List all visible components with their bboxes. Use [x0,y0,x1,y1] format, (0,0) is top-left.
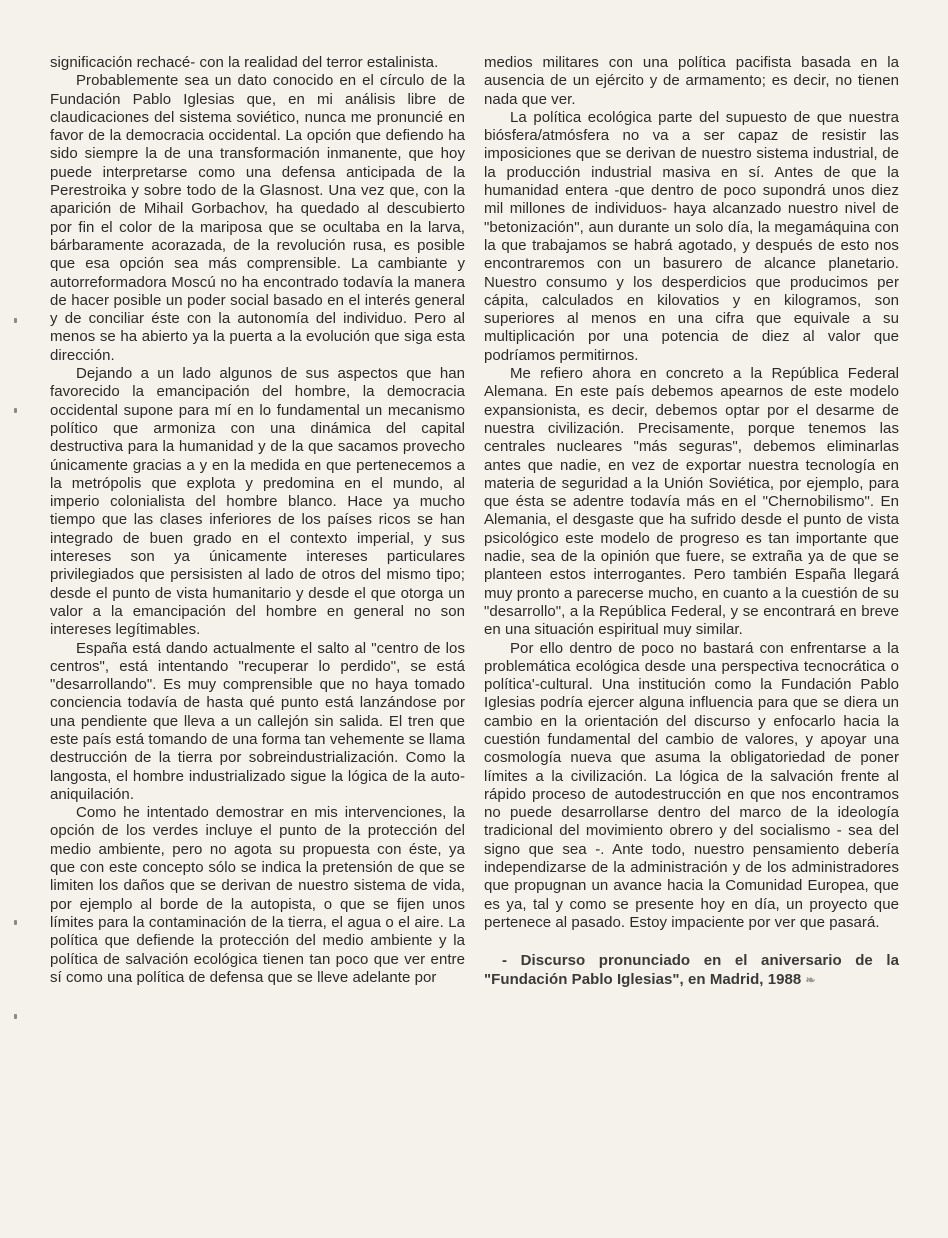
paragraph: medios militares con una política pacifista basada en la ausencia de un ejército y de armamento; es decir, no tienen nada que ver. [484,54,899,108]
paragraph: La política ecológica parte del supuesto de que nuestra biósfera/atmósfera no va a ser capaz de resistir las imposiciones que se derivan de nuestro sistema industrial, de la producción industrial masiva en sí. Antes de que la humanidad entera -que dentro de poco supondrá unos diez mil millones de individuos- haya alcanzado nuestro nivel de "betonización", aun durante un solo día, la megamáquina con la que trabajamos se habrá agotado, y después de esto nos encontraremos con un basurero de alcance planetario. Nuestro consumo y los desperdicios que producimos per cápita, calculados en kilovatios y en kilogramos, son superiores al menos en una cifra que equivale a su multiplicación por una potencia de diez al valor que podríamos permitirnos. [484,108,899,364]
paragraph: Dejando a un lado algunos de sus aspectos que han favorecido la emancipación del hombre, la democracia occidental supone para mí en lo fundamental un mecanismo político que armoniza con una dinámica del capital destructiva para la humanidad y de la que sacamos provecho únicamente gracias a y en la medida en que pertenecemos a la metrópolis que explota y predomina en el mundo, al imperio colonialista del hombre blanco. Hace ya mucho tiempo que las clases inferiores de los países ricos se han integrado de buen grado en el contexto imperial, y sus intereses son ya únicamente intereses particulares privilegiados que persisisten al lado de otros del mismo tipo; desde el punto de vista humanitario y desde el que otorga un valor a la emancipación del hombre en general no son intereses legítimables. [50,365,465,639]
paragraph: Me refiero ahora en concreto a la República Federal Alemana. En este país debemos apearnos de este modelo expansionista, es decir, debemos optar por el desarme de nuestra civilización. Precisamente, porque tenemos las centrales nucleares "más seguras", debemos eliminarlas antes que nadie, en vez de exportar nuestra tecnología en materia de seguridad a la Unión Soviética, por ejemplo, para que ésta se adentre todavía más en el "Chernobilismo". En Alemania, el desgaste que ha sufrido desde el punto de vista psicológico este modelo de progreso es tan importante que nadie, sea de la opinión que fuere, se extraña ya de que se planteen estos interrogantes. Pero también España llegará muy pronto a parecerse mucho, en cuanto a la cuestión de su "desarrollo", a la República Federal, y se encontrará en breve en una situación espiritual muy similar. [484,365,899,639]
margin-mark [14,318,17,323]
flourish-icon: ❧ [805,972,816,987]
margin-mark [14,1014,17,1019]
right-column [484,54,899,989]
paragraph: España está dando actualmente el salto al "centro de los centros", está intentando "recuperar lo perdido", se está "desarrollando". Es muy comprensible que no haya tomado conciencia todavía de hasta qué punto está lanzándose por una pendiente que lleva a un callejón sin salida. El tren que este país está tomando de una forma tan vehemente se llama destrucción de la tierra por sobreindustrialización. Como la langosta, el hombre industrializado sigue la lógica de la auto-aniquilación. [50,639,465,803]
paragraph: Por ello dentro de poco no bastará con enfrentarse a la problemática ecológica desde una perspectiva tecnocrática o política'-cultural. Una institución como la Fundación Pablo Iglesias podría ejercer alguna influencia para que se diera un cambio en la orientación del discurso y enfocarlo hacia la cuestión fundamental del cambio de valores, y apoyar una cosmología nueva que asuma la obligatoriedad de poner límites a la civilización. La lógica de la salvación frente al rápido proceso de autodestrucción en que nos encontramos no puede desarrollarse dentro del marco de la ideología tradicional del movimiento obrero y del socialismo - sea del signo que sea -. Ante todo, nuestro pensamiento debería independizarse de la administración y de los administradores que propugnan un avance hacia la Comunidad Europea, que es ya, tal y como se presente hoy en día, un proyecto que pertenece al pasado. Estoy impaciente por ver que pasará. [484,639,899,931]
paragraph: Como he intentado demostrar en mis intervenciones, la opción de los verdes incluye el punto de la protección del medio ambiente, pero no agota su propuesta con éste, ya que con este concepto sólo se indica la pretensión de que se limiten los daños que se derivan de nuestro sistema de vida, por ejemplo al borde de la autopista, o que se fijen unos límites para la contaminación de la tierra, el agua o el aire. La política que defiende la protección del medio ambiente y la política de salvación ecológica tienen tan poco que ver entre sí como una política de defensa que se lleve adelante por [50,804,465,986]
paragraph: Probablemente sea un dato conocido en el círculo de la Fundación Pablo Iglesias que, en mi análisis libre de claudicaciones del sistema soviético, nunca me pronuncié en favor de la democracia occidental. La opción que defiendo ha sido siempre la de una transformación inmanente, que hoy puede interpretarse como una defensa anticipada de la Perestroika y sobre todo de la Glasnost. Una vez que, con la aparición de Mihail Gorbachov, ha quedado al descubierto por fin el color de la mariposa que se ocultaba en la larva, bárbaramente acorazada, de la revolución rusa, es posible que esa opción sea más comprensible. La cambiante y autorreformadora Moscú no ha encontrado todavía la manera de hacer posible un poder social basado en el interés general y de conciliar éste con la autonomía del individuo. Pero al menos se ha abierto ya la puerta a la evolución que siga esta dirección. [50,72,465,364]
margin-mark [14,408,17,413]
signature-note [484,952,899,989]
margin-mark [14,920,17,925]
paragraph: significación rechacé- con la realidad del terror estalinista. [50,54,439,71]
signature-text: - Discurso pronunciado en el aniversario de la "Fundación Pablo Iglesias", en Madrid, 1988 [484,952,899,988]
left-column [50,54,465,987]
